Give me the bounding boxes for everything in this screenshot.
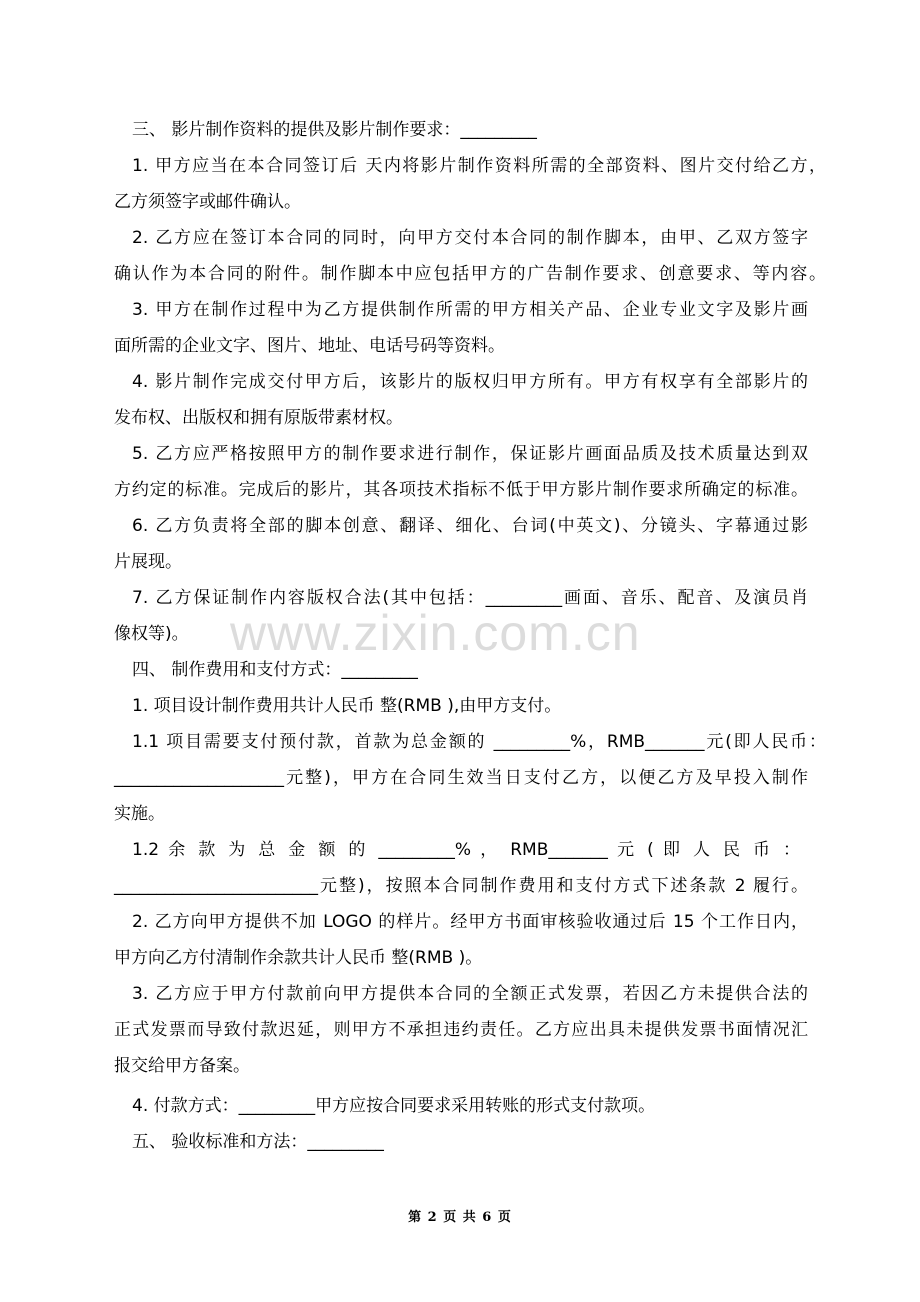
paragraph-line: 面所需的企业文字、图片、地址、电话号码等资料。 bbox=[114, 336, 505, 356]
paragraph-line: 1.2 余 款 为 总 金 额 的 _________% ， RMB_______ 元 ( 即 人 民 币 ： bbox=[132, 840, 800, 860]
paragraph-line: 片展现。 bbox=[114, 552, 182, 572]
paragraph-line: 发布权、出版权和拥有原版带素材权。 bbox=[114, 408, 403, 428]
watermark: www.zixin.com.cn bbox=[230, 605, 641, 661]
paragraph-line: 2. 乙方应在签订本合同的同时，向甲方交付本合同的制作脚本，由甲、乙双方签字 bbox=[132, 228, 808, 248]
paragraph-line: 7. 乙方保证制作内容版权合法(其中包括：_________画面、音乐、配音、及演员肖 bbox=[132, 588, 808, 608]
paragraph-line: ________________________元整)，按照本合同制作费用和支付方式下述条款 2 履行。 bbox=[114, 876, 808, 896]
paragraph-line: 5. 乙方应严格按照甲方的制作要求进行制作，保证影片画面品质及技术质量达到双 bbox=[132, 444, 808, 464]
paragraph-line: 报交给甲方备案。 bbox=[114, 1056, 250, 1076]
paragraph-line: 3. 甲方在制作过程中为乙方提供制作所需的甲方相关产品、企业专业文字及影片画 bbox=[132, 300, 808, 320]
paragraph-line: 6. 乙方负责将全部的脚本创意、翻译、细化、台词(中英文)、分镜头、字幕通过影 bbox=[132, 516, 808, 536]
paragraph-line: 2. 乙方向甲方提供不加 LOGO 的样片。经甲方书面审核验收通过后 15 个工作日内， bbox=[132, 912, 808, 932]
paragraph-line: 1.1 项目需要支付预付款，首款为总金额的 _________%，RMB_______元(即人民币： bbox=[132, 732, 826, 752]
paragraph-line: ____________________元整)，甲方在合同生效当日支付乙方，以便乙方及早投入制作 bbox=[114, 768, 808, 788]
paragraph-line: 乙方须签字或邮件确认。 bbox=[114, 192, 301, 212]
paragraph-line: 确认作为本合同的附件。制作脚本中应包括甲方的广告制作要求、创意要求、等内容。 bbox=[114, 264, 826, 284]
section-heading-3: 三、 影片制作资料的提供及影片制作要求：_________ bbox=[132, 120, 537, 140]
section-heading-4: 四、 制作费用和支付方式：_________ bbox=[132, 660, 418, 680]
page-number-footer: 第 2 页 共 6 页 bbox=[408, 1210, 512, 1225]
section-heading-5: 五、 验收标准和方法：_________ bbox=[132, 1132, 384, 1152]
paragraph-line: 1. 项目设计制作费用共计人民币 整(RMB ),由甲方支付。 bbox=[132, 696, 562, 716]
paragraph-line: 方约定的标准。完成后的影片，其各项技术指标不低于甲方影片制作要求所确定的标准。 bbox=[114, 480, 808, 500]
paragraph-line: 3. 乙方应于甲方付款前向甲方提供本合同的全额正式发票，若因乙方未提供合法的 bbox=[132, 984, 808, 1004]
paragraph-line: 甲方向乙方付清制作余款共计人民币 整(RMB )。 bbox=[114, 948, 483, 968]
paragraph-line: 4. 影片制作完成交付甲方后，该影片的版权归甲方所有。甲方有权享有全部影片的 bbox=[132, 372, 808, 392]
paragraph-line: 1. 甲方应当在本合同签订后 天内将影片制作资料所需的全部资料、图片交付给乙方， bbox=[132, 156, 826, 176]
paragraph-line: 正式发票而导致付款迟延，则甲方不承担违约责任。乙方应出具未提供发票书面情况汇 bbox=[114, 1020, 808, 1040]
paragraph-line: 像权等)。 bbox=[114, 624, 189, 644]
paragraph-line: 4. 付款方式：_________甲方应按合同要求采用转账的形式支付款项。 bbox=[132, 1096, 656, 1116]
paragraph-line: 实施。 bbox=[114, 804, 165, 824]
